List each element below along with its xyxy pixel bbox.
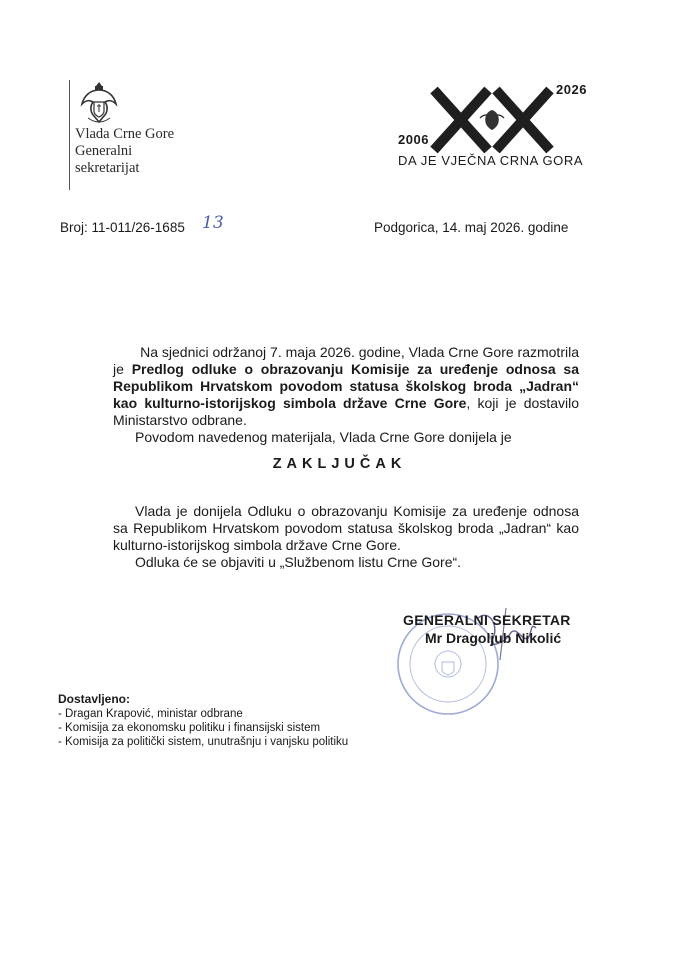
conclusion-heading: ZAKLJUČAK <box>272 456 407 472</box>
signatory-title: GENERALNI SEKRETAR <box>403 612 571 628</box>
distribution-item: - Dragan Krapović, ministar odbrane <box>58 707 348 721</box>
org-line-3: sekretarijat <box>75 160 140 176</box>
paragraph-2: Povodom navedenog materijala, Vlada Crne Gore donijela je <box>135 429 512 445</box>
jubilee-motto: DA JE VJEČNA CRNA GORA <box>398 153 584 168</box>
issuing-organization <box>75 126 174 177</box>
coat-of-arms-icon <box>76 78 122 128</box>
distribution-heading: Dostavljeno: <box>58 692 131 706</box>
place-and-date: Podgorica, 14. maj 2026. godine <box>374 220 569 235</box>
signatory-name: Mr Dragoljub Nikolić <box>425 630 562 646</box>
distribution-item: - Komisija za ekonomsku politiku i finansijski sistem <box>58 721 348 735</box>
org-line-1: Vlada Crne Gore <box>75 126 175 142</box>
paragraph-1-pre: je <box>113 361 132 377</box>
paragraph-1 <box>113 361 579 429</box>
jubilee-year-start: 2006 <box>398 132 429 147</box>
org-line-2: Generalni <box>75 143 133 159</box>
distribution-list <box>58 692 348 749</box>
paragraph-1-lead: Na sjednici održanoj 7. maja 2026. godine, Vlada Crne Gore razmotrila <box>140 344 579 360</box>
reference-number: Broj: 11-011/26-1685 <box>60 220 185 235</box>
proposal-title: Predlog odluke o obrazovanju Komisije za uređenje odnosa sa Republikom Hrvatskom povodom statusa školskog broda „Jadran“ kao kulturno-istorijskog simbola države Crne Gore <box>113 361 579 411</box>
paragraph-4: Odluka će se objaviti u „Službenom listu Crne Gore“. <box>135 554 462 570</box>
handwritten-number: 13 <box>202 213 224 233</box>
header-divider <box>69 80 70 190</box>
paragraph-1-post: , koji je dostavilo Ministarstvo odbrane. <box>113 395 579 428</box>
jubilee-year-end: 2026 <box>556 82 587 97</box>
distribution-item: - Komisija za politički sistem, unutrašnju i vanjsku politiku <box>58 735 348 749</box>
paragraph-3: Vlada je donijela Odluku o obrazovanju Komisije za uređenje odnosa sa Republikom Hrvatskom povodom statusa školskog broda „Jadran“ kao kulturno-istorijskog simbola države Crne Gore. <box>113 503 579 553</box>
